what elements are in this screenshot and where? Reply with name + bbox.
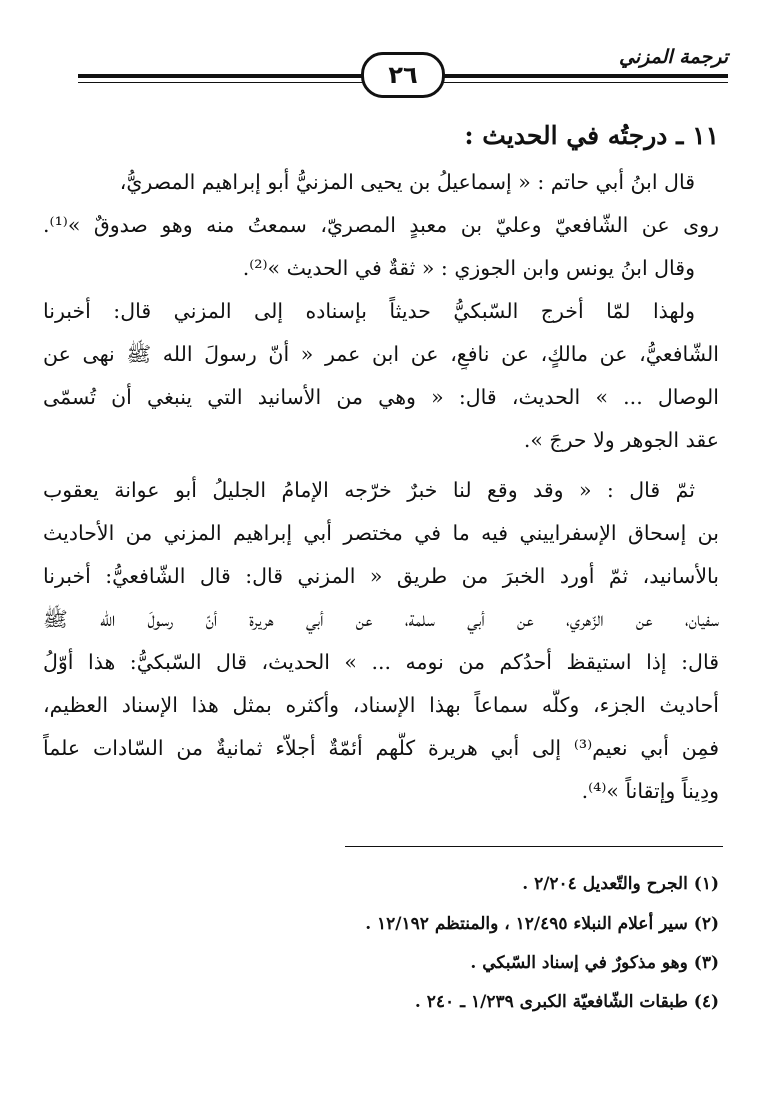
body-line: بن إسحاق الإسفراييني فيه ما في مختصر أبي إبراهيم المزني من الأحاديث <box>43 521 719 545</box>
body-line: قال ابنُ أبي حاتم : « إسماعيلُ بن يحيى المزنيُّ أبو إبراهيم المصريُّ، <box>119 170 695 194</box>
body-line: وقال ابنُ يونس وابن الجوزي : « ثقةٌ في الحديث »⁽²⁾. <box>242 256 695 280</box>
footnote: (٣) وهو مذكورٌ في إسناد السّبكي . <box>470 953 719 973</box>
footnote: (٤) طبقات الشّافعيّة الكبرى ١/٢٣٩ ـ ٢٤٠ . <box>414 992 719 1012</box>
body-line: فمِن أبي نعيم⁽³⁾ إلى أبي هريرة كلُّهم أئمّةٌ أجلاّء ثمانيةٌ من السّادات علماً <box>43 736 719 760</box>
section-heading: ١١ ـ درجتُه في الحديث : <box>464 121 719 150</box>
footnote-separator <box>345 846 723 847</box>
body-line: ودِيناً وإتقاناً »⁽⁴⁾. <box>581 779 719 803</box>
body-line: قال: إذا استيقظ أحدُكم من نومه ... » الحديث، قال السّبكيُّ: هذا أوّلُ <box>43 650 719 674</box>
body-line: الوصال ... » الحديث، قال: « وهي من الأسانيد التي ينبغي أن تُسمّى <box>43 385 719 409</box>
page-number: ٢٦ <box>361 52 445 98</box>
footnote: (١) الجرح والتّعديل ٢/٢٠٤ . <box>522 874 719 894</box>
footnote: (٢) سير أعلام النبلاء ١٢/٤٩٥ ، والمنتظم ١٢/١٩٢ . <box>365 914 719 934</box>
body-line: ولهذا لمّا أخرج السّبكيُّ حديثاً بإسناده إلى المزني قال: أخبرنا <box>43 299 695 323</box>
running-title: ترجمة المزني <box>619 46 728 68</box>
body-line: ثمّ قال : « وقد وقع لنا خبرٌ خرّجه الإمامُ الجليلُ أبو عوانة يعقوب <box>43 478 695 502</box>
body-line: الشّافعيُّ، عن مالكٍ، عن نافعٍ، عن ابن عمر « أنّ رسولَ الله ﷺ نهى عن <box>43 342 719 366</box>
body-line: سفيان، عن الزّهري، عن أبي سلمة، عن أبي هريرة أنّ رسولَ الله ﷺ <box>43 607 719 631</box>
body-line: بالأسانيد، ثمّ أورد الخبرَ من طريق « المزني قال: قال الشّافعيُّ: أخبرنا <box>43 564 719 588</box>
body-line: روى عن الشّافعيّ وعليّ بن معبدٍ المصريّ، سمعتُ منه وهو صدوقٌ »⁽¹⁾. <box>43 213 719 237</box>
body-line: أحاديث الجزء، وكلُّه سماعاً بهذا الإسناد، وأكثره بمثل هذا الإسناد العظيم، <box>43 693 719 717</box>
page-header <box>78 40 728 102</box>
body-line: عقد الجوهر ولا حرجَ ». <box>523 428 719 452</box>
